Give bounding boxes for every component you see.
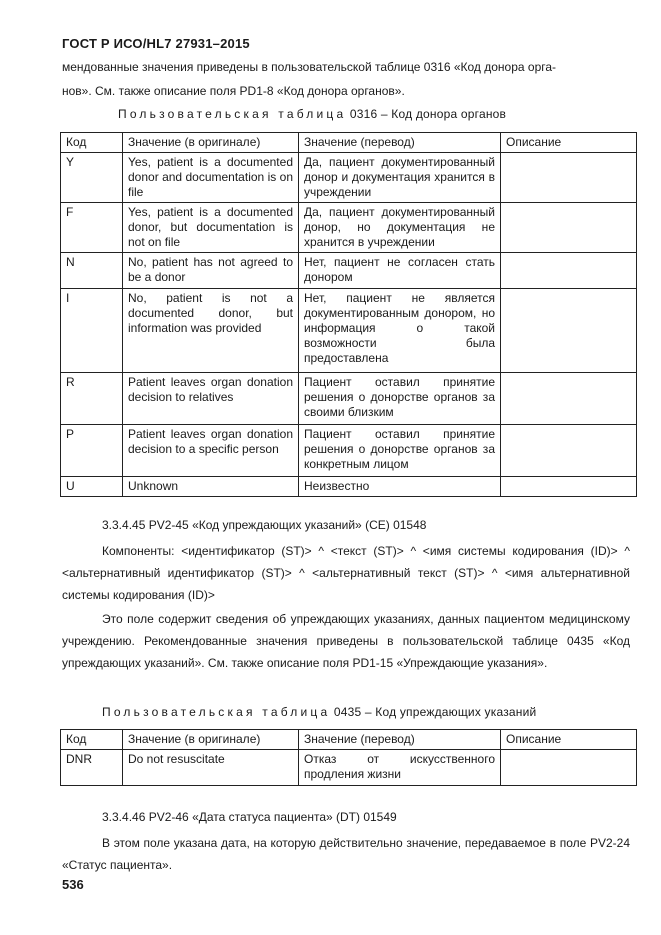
description-cell	[501, 253, 637, 289]
translation-cell: Да, пациент документированный донор, но документация не хранится в учреждении	[299, 203, 501, 253]
original-cell: Patient leaves organ donation decision to relatives	[123, 373, 299, 425]
table-organ-donor-codes	[60, 132, 637, 497]
column-header: Значение (в оригинале)	[123, 730, 299, 750]
table-row	[61, 425, 637, 477]
translation-cell: Нет, пациент не является документированным донором, но информация о такой возможности была предоставлена	[299, 289, 501, 373]
original-cell: Do not resuscitate	[123, 750, 299, 786]
code-cell: R	[61, 373, 123, 425]
code-cell: N	[61, 253, 123, 289]
table-row	[61, 253, 637, 289]
original-cell: Yes, patient is a documented donor, but documentation is not on file	[123, 203, 299, 253]
original-cell: No, patient has not agreed to be a donor	[123, 253, 299, 289]
translation-cell: Пациент оставил принятие решения о донорстве органов за своими близким	[299, 373, 501, 425]
table2-caption	[102, 705, 536, 719]
original-cell: Yes, patient is a documented donor and documentation is on file	[123, 153, 299, 203]
original-cell: Patient leaves organ donation decision to a specific person	[123, 425, 299, 477]
description-cell	[501, 477, 637, 497]
table-row	[61, 289, 637, 373]
translation-cell: Да, пациент документированный донор и документация хранится в учреждении	[299, 153, 501, 203]
document-header: ГОСТ Р ИСО/HL7 27931–2015	[62, 36, 250, 51]
table-row	[61, 750, 637, 786]
table1-caption-rest: 0316 – Код донора органов	[349, 107, 507, 121]
table-row	[61, 373, 637, 425]
column-header: Значение (в оригинале)	[123, 133, 299, 153]
table-row	[61, 153, 637, 203]
table-header-row	[61, 133, 637, 153]
column-header: Описание	[501, 730, 637, 750]
translation-cell: Отказ от искусственного продления жизни	[299, 750, 501, 786]
table-row	[61, 477, 637, 497]
table2-caption-word: Пользовательская таблица	[102, 705, 331, 719]
section-3-3-4-45-title: 3.3.4.45 PV2-45 «Код упреждающих указаний» (CE) 01548	[102, 518, 427, 532]
column-header: Значение (перевод)	[299, 730, 501, 750]
description-cell	[501, 425, 637, 477]
column-header: Код	[61, 133, 123, 153]
translation-cell: Нет, пациент не согласен стать донором	[299, 253, 501, 289]
description-cell	[501, 153, 637, 203]
code-cell: F	[61, 203, 123, 253]
table1-caption	[118, 107, 506, 121]
column-header: Код	[61, 730, 123, 750]
code-cell: U	[61, 477, 123, 497]
description-cell	[501, 289, 637, 373]
description-cell	[501, 203, 637, 253]
page-number: 536	[62, 877, 84, 892]
code-cell: P	[61, 425, 123, 477]
table2-caption-rest: 0435 – Код упреждающих указаний	[333, 705, 537, 719]
section-45-components: Компоненты: <идентификатор (ST)> ^ <текст (ST)> ^ <имя системы кодирования (ID)> ^ <альтернативный идентификатор (ST)> ^ <альтернативный текст (ST)> ^ <имя альтернативной системы кодирования (ID)>	[62, 544, 630, 602]
intro-line-2: нов». См. также описание поля PD1-8 «Код донора органов».	[62, 84, 405, 98]
table-header-row	[61, 730, 637, 750]
column-header: Значение (перевод)	[299, 133, 501, 153]
translation-cell: Неизвестно	[299, 477, 501, 497]
original-cell: No, patient is not a documented donor, but information was provided	[123, 289, 299, 373]
code-cell: DNR	[61, 750, 123, 786]
original-cell: Unknown	[123, 477, 299, 497]
description-cell	[501, 750, 637, 786]
table-advance-directive-codes	[60, 729, 637, 786]
description-cell	[501, 373, 637, 425]
table1-caption-word: Пользовательская таблица	[118, 107, 347, 121]
translation-cell: Пациент оставил принятие решения о донорстве органов за конкретным лицом	[299, 425, 501, 477]
table-row	[61, 203, 637, 253]
section-3-3-4-46-title: 3.3.4.46 PV2-46 «Дата статуса пациента» (DT) 01549	[102, 810, 397, 824]
column-header: Описание	[501, 133, 637, 153]
code-cell: I	[61, 289, 123, 373]
code-cell: Y	[61, 153, 123, 203]
section-46-text: В этом поле указана дата, на которую действительно значение, передаваемое в поле PV2-24 «Статус пациента».	[62, 836, 630, 872]
section-45-description: Это поле содержит сведения об упреждающих указаниях, данных пациентом медицинскому учреждению. Рекомендованные значения приведены в пользовательской таблице 0435 «Код упреждающих указаний». См. также описание поля PD1-15 «Упреждающие указания».	[62, 612, 630, 670]
intro-line-1: мендованные значения приведены в пользовательской таблице 0316 «Код донора орга-	[62, 60, 557, 74]
